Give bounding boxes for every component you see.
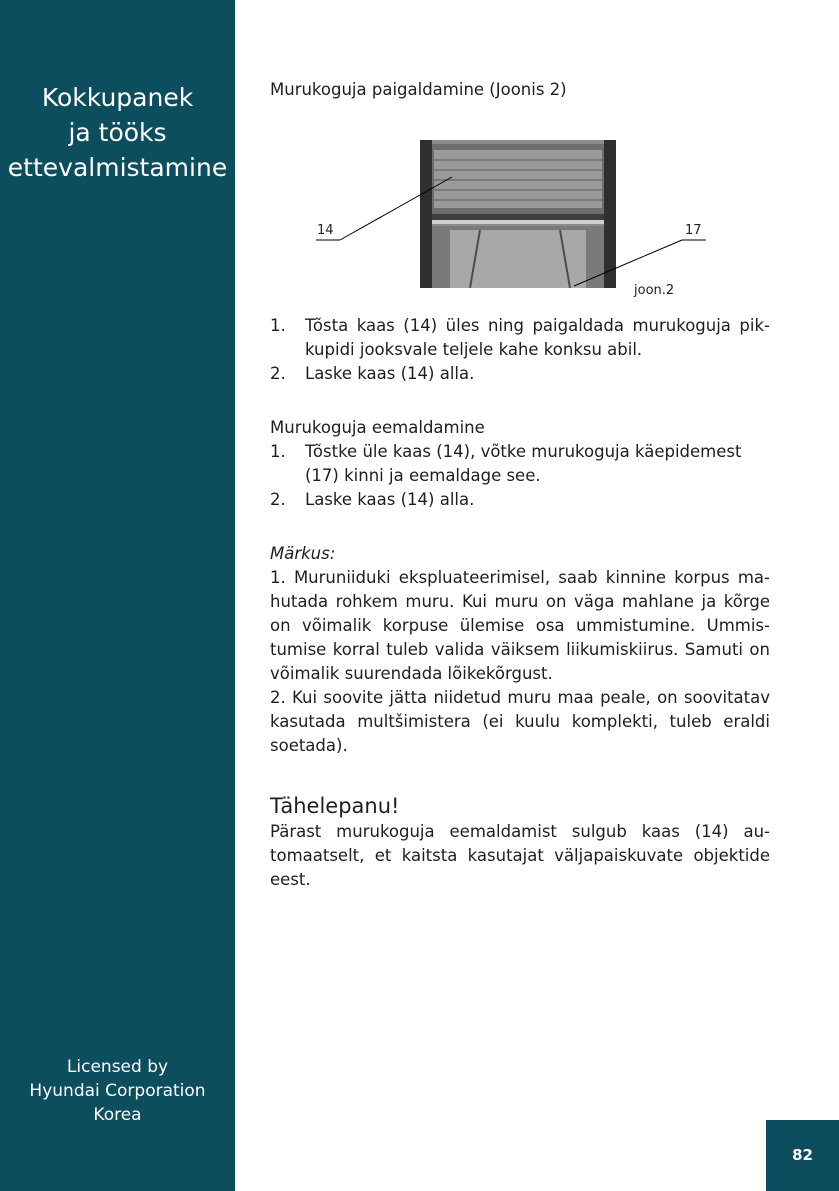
license-note xyxy=(0,1055,235,1127)
warning-title: Tähelepanu! xyxy=(270,794,400,818)
sidebar xyxy=(0,0,235,1191)
step-number: 2. xyxy=(270,490,286,509)
list-item xyxy=(270,440,770,488)
step-number: 1. xyxy=(270,316,286,335)
figure-2 xyxy=(270,118,770,314)
install-heading: Murukoguja paigaldamine (Joonis 2) xyxy=(270,80,567,99)
remove-steps xyxy=(270,440,770,512)
page-number: 82 xyxy=(766,1120,839,1191)
figure-caption: joon.2 xyxy=(634,283,675,298)
label-17: 17 xyxy=(685,223,702,238)
step-text: Laske kaas (14) alla. xyxy=(305,364,475,383)
step-number: 2. xyxy=(270,364,286,383)
license-line: Licensed by xyxy=(66,1057,169,1077)
warning-text: Pärast murukoguja eemaldamist sulgub kaas (14) automaatselt, et kaitsta kasutajat väljapaiskuvate objektide eest. xyxy=(270,822,770,889)
list-item xyxy=(270,314,770,362)
step-text: Laske kaas (14) alla. xyxy=(305,490,475,509)
license-line: Hyundai Corporation xyxy=(29,1081,206,1101)
note-paragraph: 1. Muruniiduki ekspluateerimisel, saab kinnine korpus mahutada rohkem muru. Kui muru on väga mahlane ja kõrge on võimalik korpuse ülemise osa ummistumine. Ummistumise korral tuleb valida väiksem liikumiskiirus. Samuti on võimalik suurendada lõikekõrgust. xyxy=(270,568,770,683)
note-label: Märkus: xyxy=(270,544,336,563)
step-text: Tõstke üle kaas (14), võtke murukoguja käepidemest (17) kinni ja eemaldage see. xyxy=(305,442,742,485)
license-line: Korea xyxy=(93,1105,142,1125)
remove-heading: Murukoguja eemaldamine xyxy=(270,418,485,437)
section-title-line: ja tööks xyxy=(68,118,167,147)
step-number: 1. xyxy=(270,442,286,461)
section-title-line: ettevalmistamine xyxy=(7,153,228,182)
list-item xyxy=(270,488,770,512)
section-title-line: Kokkupanek xyxy=(41,83,194,112)
install-steps xyxy=(270,314,770,386)
leader-lines xyxy=(270,118,770,314)
step-text: Tõsta kaas (14) üles ning paigaldada murukoguja pikkupidi jooksvale teljele kahe konksu abil. xyxy=(305,316,770,359)
note-paragraph: 2. Kui soovite jätta niidetud muru maa peale, on soovitatav kasutada multšimistera (ei kuulu komplekti, tuleb eraldi soetada). xyxy=(270,688,770,755)
label-14: 14 xyxy=(317,223,334,238)
main-content xyxy=(270,78,770,892)
section-title xyxy=(0,80,235,185)
list-item xyxy=(270,362,770,386)
